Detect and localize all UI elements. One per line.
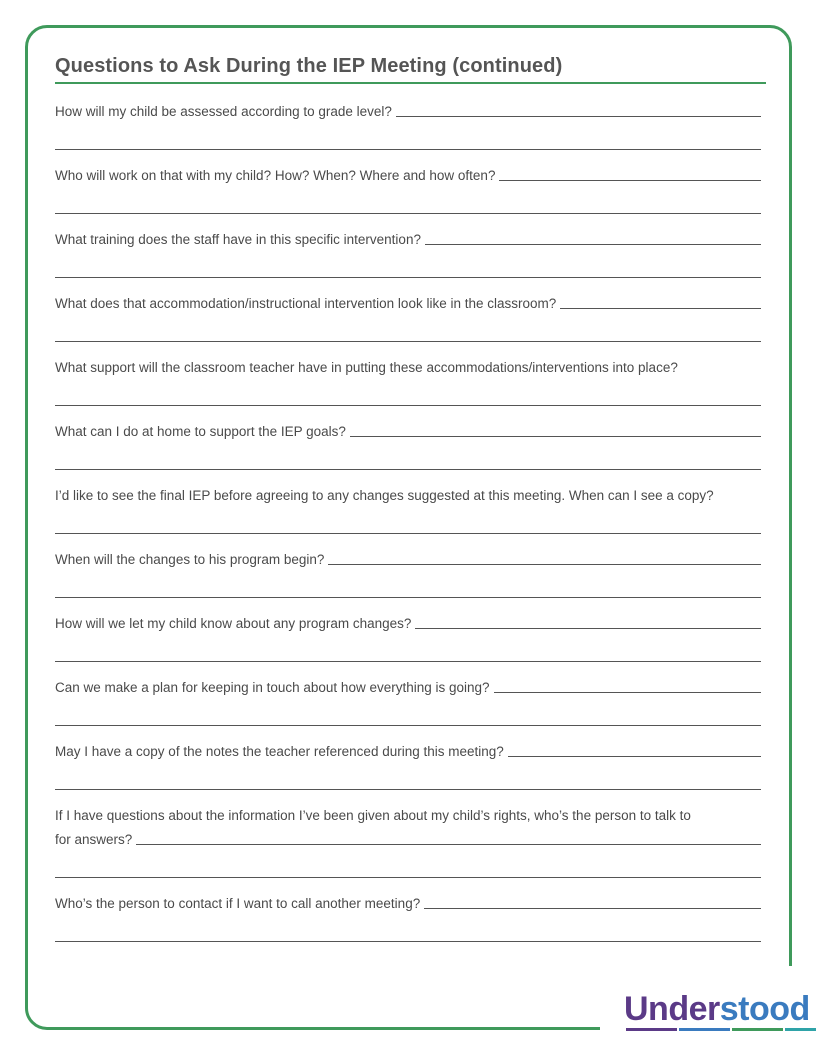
answer-field[interactable] [328,550,761,565]
question-item [55,357,761,406]
answer-line[interactable] [55,405,761,406]
question-text: How will my child be assessed according to grade level? [55,104,392,119]
answer-field[interactable] [396,102,761,117]
answer-field[interactable] [499,166,761,181]
answer-field[interactable] [136,830,761,845]
question-item [55,677,761,726]
question-item [55,613,761,662]
question-item [55,421,761,470]
question-text: What support will the classroom teacher have in putting these accommodations/interventions into place? [55,360,678,375]
question-item [55,893,761,942]
question-text: If I have questions about the information I’ve been given about my child’s rights, who’s the person to talk to [55,808,691,823]
question-item [55,741,761,790]
answer-line[interactable] [55,213,761,214]
logo-bar [626,1028,677,1031]
answer-field[interactable] [494,678,761,693]
answer-line[interactable] [55,277,761,278]
question-text: What can I do at home to support the IEP goals? [55,424,346,439]
logo-part-2: stood [719,990,810,1028]
question-text: What training does the staff have in this specific intervention? [55,232,421,247]
answer-field[interactable] [415,614,761,629]
answer-line[interactable] [55,533,761,534]
question-text: I’d like to see the final IEP before agreeing to any changes suggested at this meeting. When can I see a copy? [55,488,714,503]
page-title: Questions to Ask During the IEP Meeting (continued) [55,55,563,77]
answer-field[interactable] [425,230,761,245]
question-item [55,805,761,878]
question-text-continued: for answers? [55,832,133,847]
question-text: Who will work on that with my child? How? When? Where and how often? [55,168,496,183]
question-text: How will we let my child know about any program changes? [55,616,412,631]
answer-field[interactable] [424,894,761,909]
logo-bar [785,1028,816,1031]
logo-underline [626,1028,816,1031]
question-text: When will the changes to his program begin? [55,552,325,567]
understood-logo [624,990,810,1029]
answer-line[interactable] [55,789,761,790]
question-text: Can we make a plan for keeping in touch about how everything is going? [55,680,490,695]
answer-line[interactable] [55,341,761,342]
question-item [55,549,761,598]
question-item [55,101,761,150]
logo-bar [732,1028,783,1031]
title-rule [55,82,766,84]
answer-line[interactable] [55,149,761,150]
answer-line[interactable] [55,597,761,598]
question-item [55,485,761,534]
question-text: What does that accommodation/instructional intervention look like in the classroom? [55,296,557,311]
answer-line[interactable] [55,469,761,470]
question-item [55,165,761,214]
question-item [55,293,761,342]
question-text: Who’s the person to contact if I want to call another meeting? [55,896,421,911]
answer-line[interactable] [55,941,761,942]
logo-part-1: Under [624,990,720,1028]
answer-field[interactable] [560,294,761,309]
answer-line[interactable] [55,725,761,726]
answer-line[interactable] [55,661,761,662]
answer-field[interactable] [508,742,761,757]
question-item [55,229,761,278]
question-text: May I have a copy of the notes the teacher referenced during this meeting? [55,744,504,759]
answer-field[interactable] [350,422,761,437]
logo-bar [679,1028,730,1031]
answer-line[interactable] [55,877,761,878]
